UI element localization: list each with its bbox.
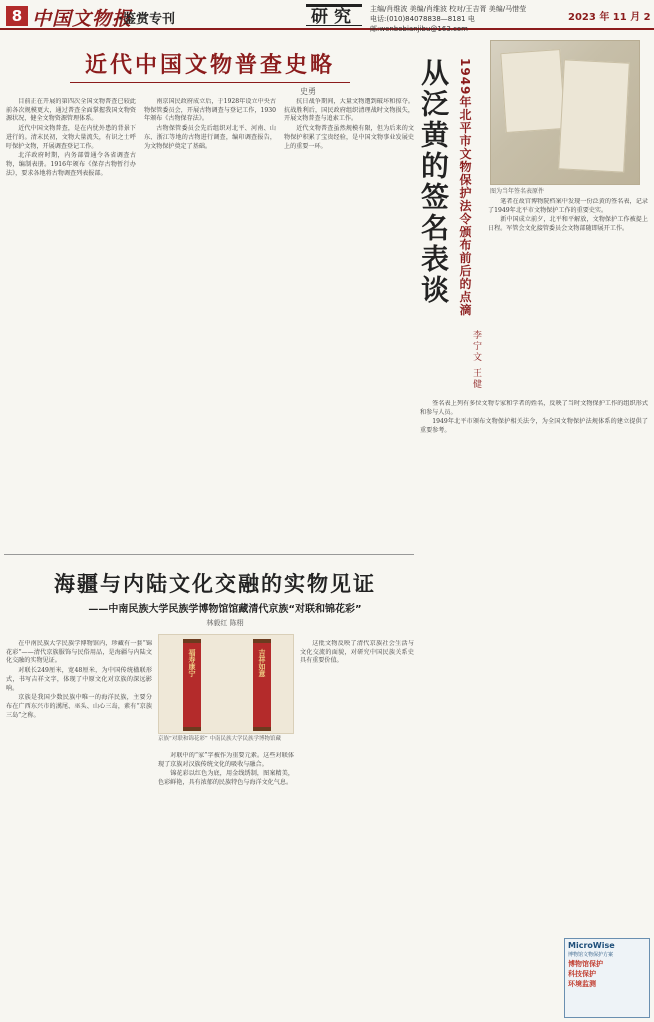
couplet-photo <box>158 634 294 734</box>
article2-title: 海疆与内陆文化交融的实物见证 <box>54 571 376 596</box>
couplet-scroll-right <box>253 639 271 731</box>
issue-date: 2023 年 11 月 2 <box>568 12 651 23</box>
edition-label: ·鉴赏专刊 <box>118 12 175 27</box>
feature-title: 从泛黄的签名表谈 <box>417 58 450 306</box>
article1-paragraph: 目前正在开展的第四次全国文物普查已较此前各次规模更大，通过普查全面掌握我国文物资源状况，健全文物资源管理体系。 <box>6 98 136 123</box>
article1-title: 近代中国文物普查史略 <box>84 52 335 78</box>
article2-subtitle: ——中南民族大学民族学博物馆馆藏清代京族“对联和锦花彩” <box>88 604 362 615</box>
article1-paragraph: 抗日战争期间，大量文物遭到破坏和掠夺。抗战胜利后，国民政府组织清理战时文物损失，开展文物普查与追索工作。 <box>284 98 414 123</box>
signature-sheet-photo <box>490 40 640 185</box>
page-number: 8 <box>6 6 28 26</box>
article1-paragraph: 古物保管委员会先后组织对北平、河南、山东、浙江等地的古物进行调查，编印调查报告，为文物保护奠定了基础。 <box>144 125 276 150</box>
masthead <box>0 0 654 33</box>
feature-text-lower <box>420 400 648 930</box>
couplet-text: 吉祥如意 <box>258 649 267 677</box>
article1-author: 史勇 <box>300 87 316 96</box>
editors-line: 主编/肖维波 美编/肖维波 校对/王吉胥 美编/马惜莹 <box>370 5 527 13</box>
feature-paragraph: 笔者在故宫博物院档案中发现一份泛黄的签名表，记录了1949年北平市文物保护工作的重要史实。 <box>488 198 648 214</box>
title-divider <box>70 82 350 83</box>
article2-column-1 <box>6 640 152 1018</box>
feature-author: 李宁文 王健 <box>471 330 481 390</box>
article1-column-2 <box>144 98 276 550</box>
article2-column-3 <box>300 640 414 1018</box>
article2-paragraph: 对联中的“家”字被作为重要元素。这些对联体现了京族对汉族传统文化的吸收与融合。 <box>158 752 294 768</box>
editors-info <box>370 4 570 34</box>
article2-paragraph: 对联长249厘米，宽48厘米，为中国传统楹联形式，书写吉祥文字，体现了中原文化对京族的深远影响。 <box>6 667 152 692</box>
document-sheet <box>558 59 630 172</box>
article1-paragraph: 北洋政府时期，内务部曾通令各省调查古物，编制表册。1916年颁布《保存古物暂行办法》，要求各地将古物调查列表报部。 <box>6 152 136 177</box>
document-sheet <box>500 49 565 133</box>
ad-subtitle: 博物馆文物保护方案 <box>568 952 614 958</box>
feature-subtitle: 1949年北平市文物保护法令颁布前后的点滴 <box>458 58 472 317</box>
article1-column-1 <box>6 98 136 550</box>
ad-line: 环境监测 <box>568 980 596 988</box>
ad-lines <box>568 959 648 989</box>
couplet-caption: 京族“对联和锦花彩” 中南民族大学民族学博物馆藏 <box>158 736 281 742</box>
article2-paragraph: 京族是我国少数民族中唯一的海洋民族，主要分布在广西东兴市的澫尾、巫头、山心三岛，素有“京族三岛”之称。 <box>6 694 152 719</box>
paper-name-logo: 中国文物报 <box>32 8 133 30</box>
advertisement[interactable] <box>564 938 650 1018</box>
article1-paragraph: 南京国民政府成立后，于1928年设立中央古物保管委员会，开展古物调查与登记工作，1930年颁布《古物保存法》。 <box>144 98 276 123</box>
ad-line: 博物馆保护 <box>568 960 603 968</box>
ad-title: MicroWise <box>568 941 615 950</box>
section-title: 研究 <box>306 4 362 26</box>
contact-line: 电话:(010)84078838—8181 电邮:wenbobianjibu@163.com <box>370 15 475 33</box>
article1-paragraph: 近代文物普查虽然规模有限，但为后来的文物保护积累了宝贵经验，是中国文物事业发展史上的重要一环。 <box>284 125 414 150</box>
feature-paragraph: 新中国成立前夕，北平和平解放，文物保护工作被提上日程。军管会文化接管委员会文物部随即展开工作。 <box>488 216 648 233</box>
article2-paragraph: 这批文物反映了清代京族社会生活与文化交流的面貌，对研究中国民族关系史具有重要价值。 <box>300 640 414 665</box>
ad-line: 科技保护 <box>568 970 596 978</box>
article2-column-2 <box>158 752 294 1018</box>
article2-author: 林毅红 陈栩 <box>206 619 244 627</box>
couplet-text: 福寿康宁 <box>188 649 197 677</box>
section-divider <box>4 554 414 555</box>
feature-paragraph: 1949年北平市颁布文物保护相关法令，为全国文物保护法规体系的建立提供了重要参考。 <box>420 418 648 435</box>
feature-paragraph: 签名表上列有多位文物专家和学者的姓名，反映了当时文物保护工作的组织形式和参与人员。 <box>420 400 648 416</box>
article2-paragraph: 锦花彩以红色为底，用金线绣制，图案精美，色彩鲜艳，具有浓郁的民族特色与海洋文化气息。 <box>158 770 294 787</box>
photo-caption: 图为当年签名表原件 <box>490 188 545 195</box>
couplet-scroll-left <box>183 639 201 731</box>
article1-paragraph: 近代中国文物普查，是在内忧外患的背景下进行的。清末民初，文物大量流失，有识之士呼吁保护文物，开展调查登记工作。 <box>6 125 136 150</box>
article1-column-3 <box>284 98 414 550</box>
article2-paragraph: 在中南民族大学民族学博物馆内，珍藏有一套“锦花彩”——清代京族服饰与民俗用品，是海疆与内陆文化交融的实物见证。 <box>6 640 152 665</box>
